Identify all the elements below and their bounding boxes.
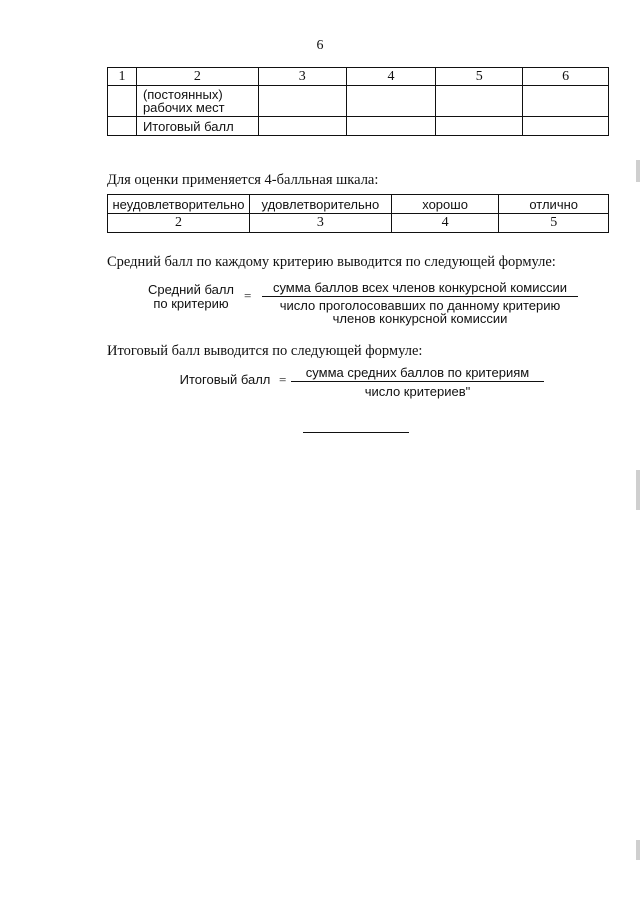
criteria-header-cell: 4 <box>346 68 436 86</box>
scale-scores-row <box>108 214 609 233</box>
table-row <box>108 86 609 117</box>
scale-score-cell: 3 <box>249 214 391 233</box>
criteria-cell <box>523 86 609 117</box>
table-row <box>108 117 609 136</box>
criteria-cell <box>258 86 346 117</box>
total-formula-fraction-line <box>291 381 544 382</box>
criteria-cell <box>258 117 346 136</box>
criteria-cell <box>108 86 137 117</box>
avg-formula-fraction-line <box>262 296 578 297</box>
avg-formula-equals: = <box>244 288 252 303</box>
total-formula-numerator: сумма средних баллов по критериям <box>305 365 530 380</box>
criteria-header-cell: 3 <box>258 68 346 86</box>
criteria-label-line: рабочих мест <box>142 100 225 115</box>
end-separator-line <box>303 432 409 433</box>
avg-formula-lhs <box>136 283 246 311</box>
criteria-cell <box>108 117 137 136</box>
criteria-cell <box>346 86 436 117</box>
criteria-cell <box>523 117 609 136</box>
scan-edge-mark <box>636 470 640 510</box>
criteria-label-cell <box>136 117 258 136</box>
avg-formula-lhs-line: по критерию <box>153 296 229 311</box>
scale-intro: Для оценки применяется 4-балльная шкала: <box>107 172 379 188</box>
criteria-header-cell: 5 <box>436 68 523 86</box>
criteria-label-cell <box>136 86 258 117</box>
avg-formula-denominator-line: членов конкурсной комиссии <box>332 311 508 326</box>
scale-words-row <box>108 195 609 214</box>
scale-word-cell: хорошо <box>391 195 499 214</box>
criteria-header-cell: 1 <box>108 68 137 86</box>
criteria-header-cell: 6 <box>523 68 609 86</box>
avg-formula-denominator <box>262 299 578 325</box>
criteria-header-cell: 2 <box>136 68 258 86</box>
criteria-label-line: (постоянных) <box>142 87 223 102</box>
criteria-cell <box>346 117 436 136</box>
page-number: 6 <box>316 38 324 53</box>
scan-edge-mark <box>636 160 640 182</box>
scale-word-cell: неудовлетворительно <box>108 195 250 214</box>
scale-score-cell: 4 <box>391 214 499 233</box>
criteria-cell <box>436 117 523 136</box>
avg-formula-denominator-line: число проголосовавших по данному критерию <box>279 298 561 313</box>
avg-formula-lhs-line: Средний балл <box>147 282 234 297</box>
criteria-header-row <box>108 68 609 86</box>
scale-word-cell: удовлетворительно <box>249 195 391 214</box>
criteria-cell <box>436 86 523 117</box>
criteria-label-line: Итоговый балл <box>142 118 234 134</box>
scale-table <box>107 194 609 233</box>
total-formula-intro: Итоговый балл выводится по следующей формуле: <box>107 343 423 359</box>
scale-score-cell: 5 <box>499 214 609 233</box>
scale-score-cell: 2 <box>108 214 250 233</box>
avg-formula-intro: Средний балл по каждому критерию выводится по следующей формуле: <box>107 254 556 270</box>
total-formula-lhs: Итоговый балл <box>179 372 271 387</box>
scale-word-cell: отлично <box>499 195 609 214</box>
criteria-table <box>107 67 609 136</box>
scan-edge-mark <box>636 840 640 860</box>
total-formula-denominator: число критериев" <box>364 384 471 399</box>
total-formula-equals: = <box>279 372 287 387</box>
avg-formula-numerator: сумма баллов всех членов конкурсной комиссии <box>272 280 568 295</box>
